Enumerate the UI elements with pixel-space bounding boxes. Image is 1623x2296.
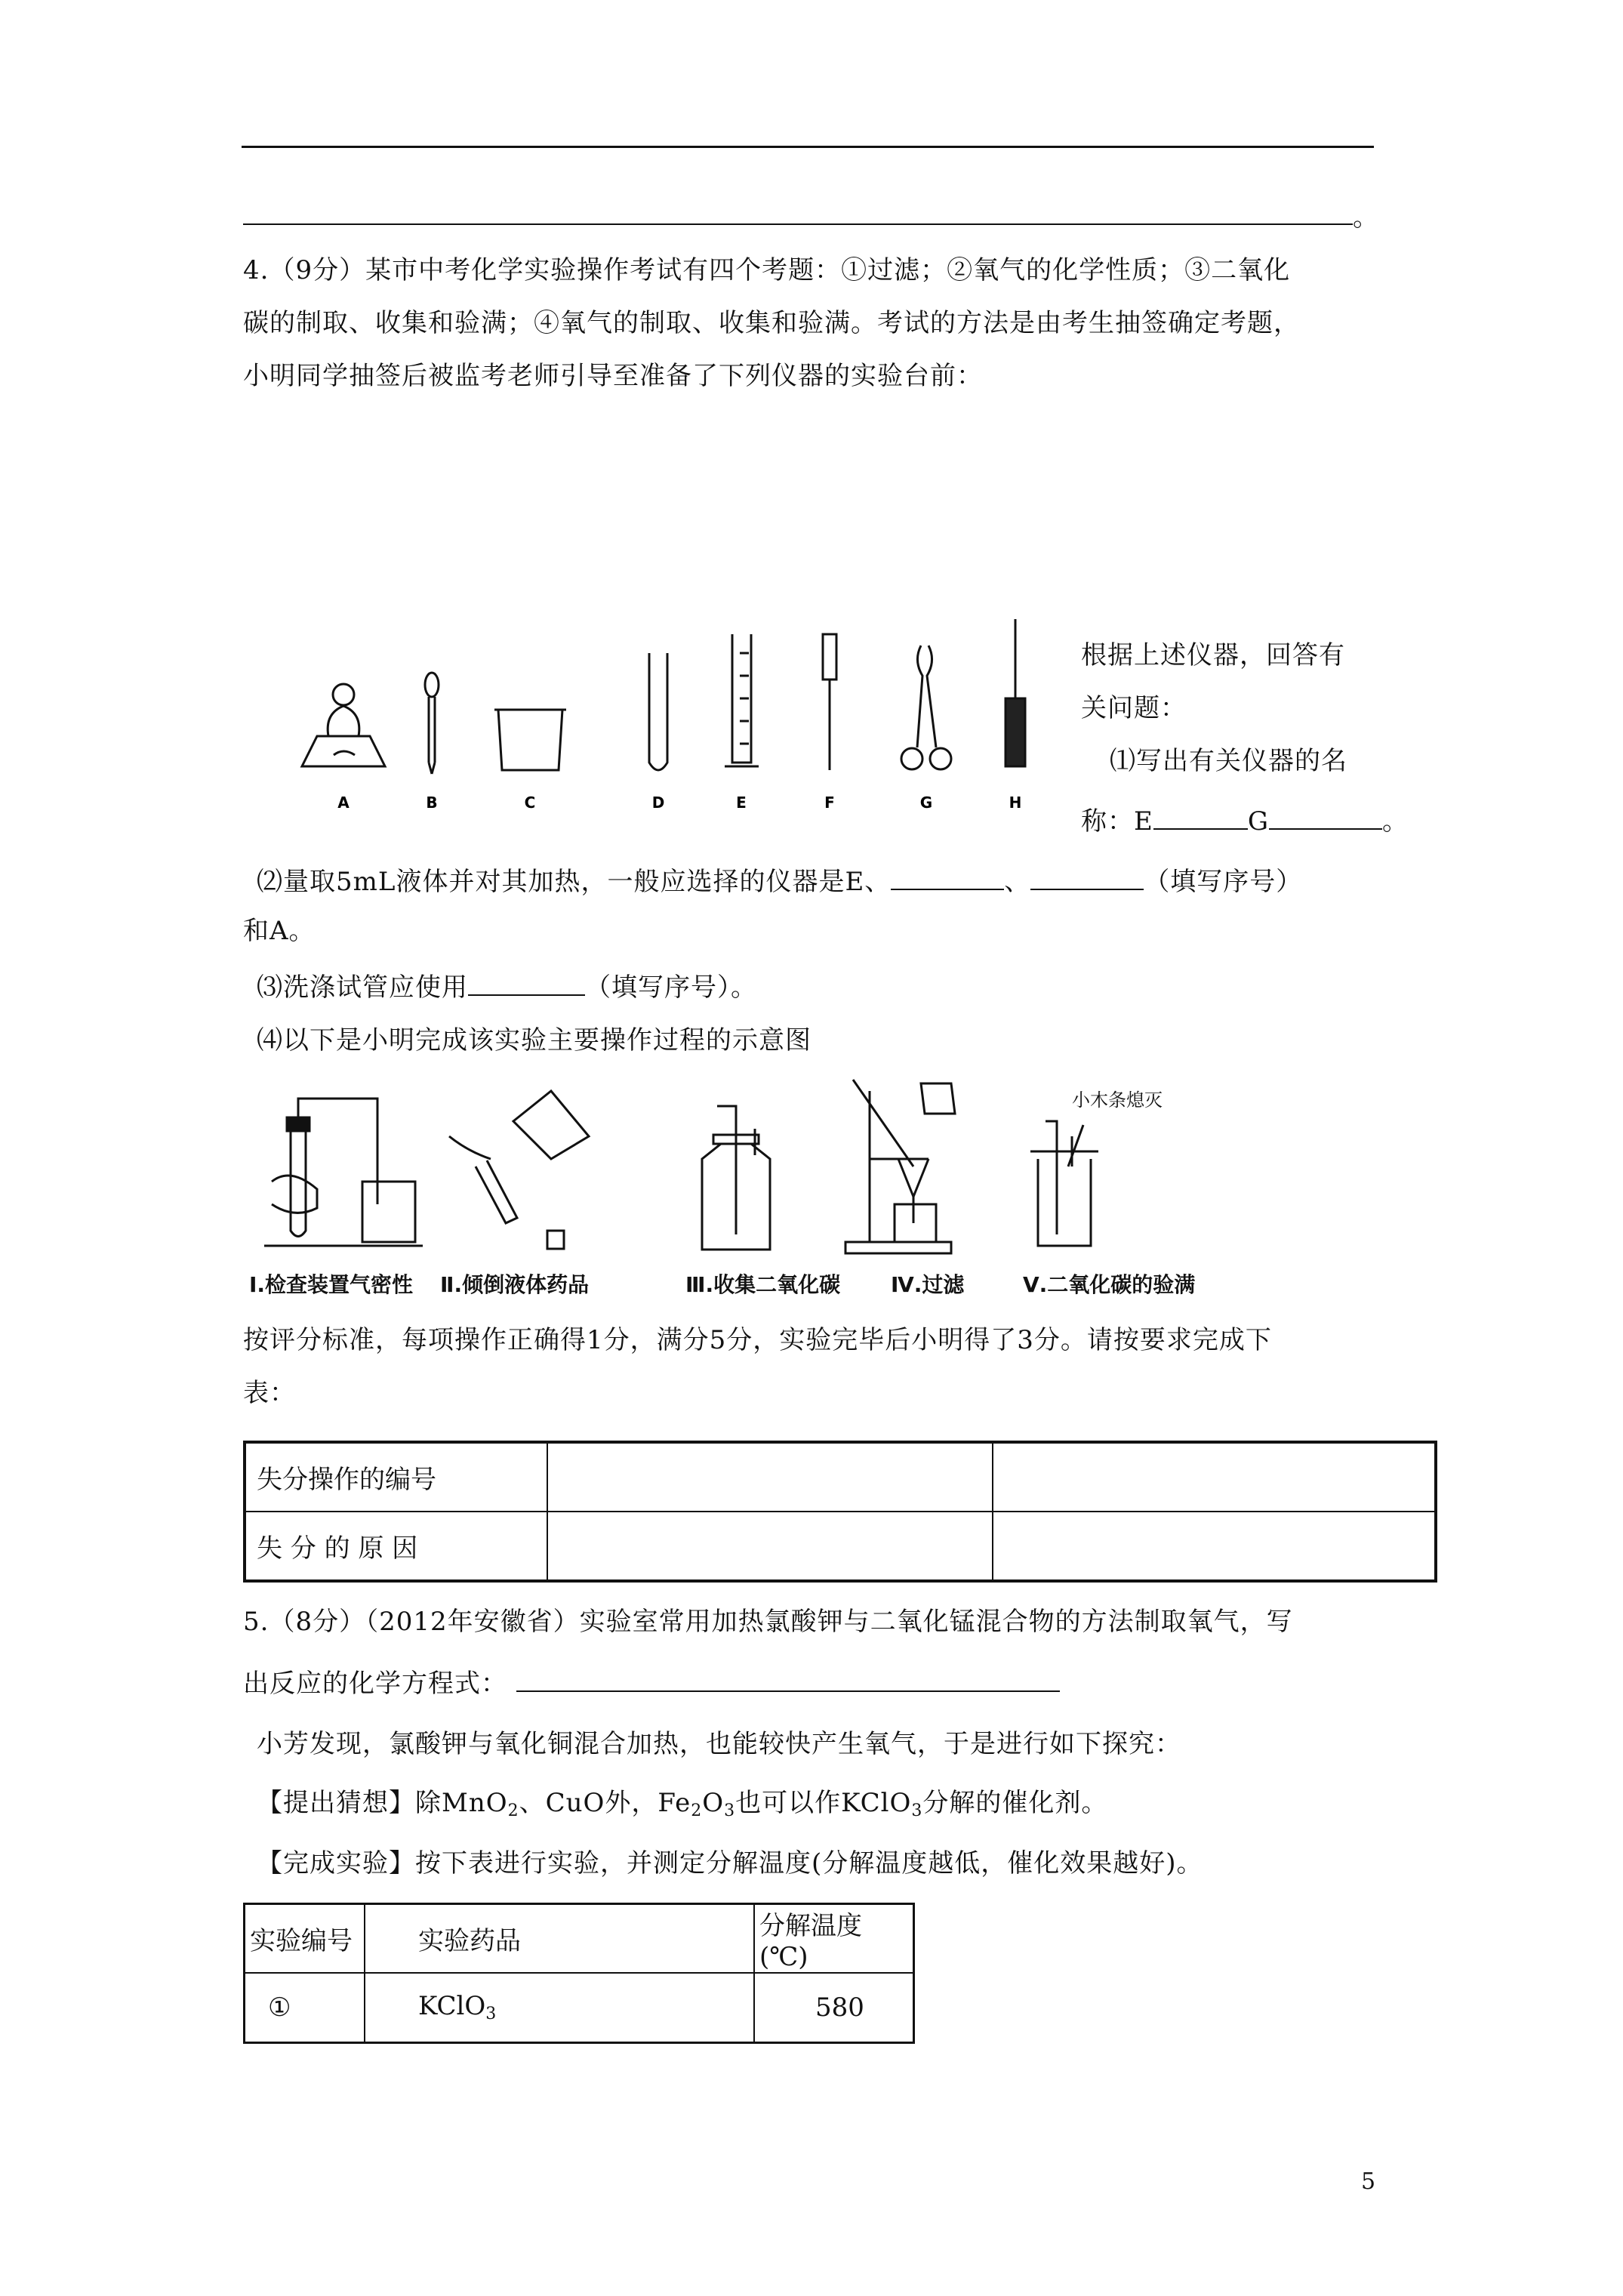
q4-part2 (257, 867, 1302, 897)
score-table-cell-1-2[interactable] (993, 1442, 1436, 1512)
q5-experiment (257, 1848, 1203, 1878)
q5-line3: 小芳发现，氯酸钾与氧化铜混合加热，也能较快产生氧气，于是进行如下探究： (257, 1729, 1181, 1759)
q5-line1: 5.（8分）（2012年安徽省）实验室常用加热氯酸钾与二氧化锰混合物的方法制取氧气，写 (243, 1607, 1293, 1637)
answer-blank-g[interactable] (1269, 828, 1382, 830)
q4-side4-b: G (1247, 806, 1269, 837)
exp-cell-temp: 580 (754, 1973, 914, 2042)
q4-part3 (257, 972, 757, 1003)
guess-text-e: 分解的催化剂。 (922, 1788, 1108, 1818)
answer-blank-2b[interactable] (1030, 889, 1144, 890)
airtightness-check-icon (264, 1099, 423, 1246)
answer-blank-2a[interactable] (891, 889, 1004, 890)
guess-text-b: 、CuO外，Fe (519, 1788, 691, 1818)
apparatus-label-f: F (824, 794, 835, 812)
experiment-text: 按下表进行实验，并测定分解温度(分解温度越低，催化效果越好)。 (415, 1848, 1203, 1878)
q4-line1: 4.（9分）某市中考化学实验操作考试有四个考题：①过滤；②氧气的化学性质；③二氧化 (243, 255, 1291, 285)
pouring-liquid-icon (449, 1091, 589, 1249)
q4-part3-a: ⑶洗涤试管应使用 (257, 972, 468, 1003)
apparatus-label-d: D (651, 794, 665, 812)
operations-figure (249, 1076, 1253, 1265)
score-line1: 按评分标准，每项操作正确得1分，满分5分，实验完毕后小明得了3分。请按要求完成下 (243, 1325, 1272, 1355)
sub-3: 3 (911, 1801, 923, 1820)
score-table-row1-label: 失分操作的编号 (245, 1442, 547, 1512)
op-caption-5: Ⅴ.二氧化碳的验满 (1023, 1272, 1196, 1297)
apparatus-label-a: A (337, 794, 350, 812)
apparatus-label-e: E (736, 794, 747, 812)
score-table-cell-2-2[interactable] (993, 1512, 1436, 1581)
guess-text-a: 除MnO (415, 1788, 508, 1818)
q4-side4 (1081, 806, 1409, 837)
q4-part2-a: ⑵量取5mL液体并对其加热，一般应选择的仪器是E、 (257, 867, 892, 897)
op-caption-4: Ⅳ.过滤 (891, 1272, 965, 1297)
q5-line2 (243, 1669, 1060, 1699)
sub-3: 3 (724, 1801, 736, 1820)
score-table-cell-2-1[interactable] (547, 1512, 993, 1581)
page-number: 5 (1361, 2168, 1377, 2195)
equation-blank[interactable] (516, 1690, 1060, 1692)
q4-part3-b: （填写序号）。 (585, 972, 757, 1003)
op-caption-1: Ⅰ.检查装置气密性 (249, 1272, 414, 1297)
header-rule (242, 146, 1374, 148)
answer-blank-3[interactable] (468, 994, 585, 996)
exp-cell-drug (365, 1973, 754, 2042)
apparatus-label-h: H (1009, 794, 1022, 812)
sub-3: 3 (485, 2005, 497, 2024)
score-table-cell-1-1[interactable] (547, 1442, 993, 1512)
q4-line2: 碳的制取、收集和验满；④氧气的制取、收集和验满。考试的方法是由考生抽签确定考题， (243, 308, 1300, 338)
guess-label: 【提出猜想】 (257, 1788, 415, 1818)
co2-test-icon (1030, 1121, 1098, 1246)
q3-tail: 。 (1353, 202, 1379, 233)
q4-part2-b: 、 (1004, 867, 1031, 897)
q4-side3: ⑴写出有关仪器的名 (1110, 746, 1347, 776)
q4-part2-line2: 和A。 (243, 916, 316, 946)
guess-text-c: O (702, 1788, 725, 1818)
answer-blank-e[interactable] (1153, 828, 1248, 830)
sub-2: 2 (691, 1801, 703, 1820)
q4-part4: ⑷以下是小明完成该实验主要操作过程的示意图 (257, 1025, 812, 1056)
experiment-label: 【完成实验】 (257, 1848, 415, 1878)
guess-text-d: 也可以作KClO (735, 1788, 912, 1818)
q5-guess (257, 1788, 1107, 1826)
q4-side2: 关问题： (1081, 693, 1187, 723)
score-table (243, 1441, 1437, 1583)
q4-part2-c: （填写序号） (1144, 867, 1303, 897)
burnt-out-stick-note: 小木条熄灭 (1072, 1089, 1163, 1111)
exp-header-temp: 分解温度(℃) (754, 1904, 914, 1974)
gas-collection-bottle-icon (702, 1106, 770, 1250)
apparatus-label-c: C (524, 794, 536, 812)
q4-side4-c: 。 (1382, 806, 1409, 837)
apparatus-label-g: G (919, 794, 933, 812)
score-line2: 表： (243, 1378, 296, 1408)
exp-header-id: 实验编号 (245, 1904, 365, 1974)
exp-cell-id: ① (245, 1973, 365, 2042)
exp-cell-drug-text: KClO (418, 1991, 486, 2022)
experiment-table (243, 1903, 915, 2044)
q4-side4-a: 称：E (1081, 806, 1153, 837)
op-caption-2: Ⅱ.倾倒液体药品 (440, 1272, 590, 1297)
q4-line3: 小明同学抽签后被监考老师引导至准备了下列仪器的实验台前： (243, 361, 983, 391)
q3-answer-blank (243, 223, 1353, 225)
apparatus-label-b: B (426, 794, 438, 812)
q5-line2-text: 出反应的化学方程式： (243, 1669, 507, 1699)
score-table-row2-label: 失 分 的 原 因 (245, 1512, 547, 1581)
q4-side1: 根据上述仪器，回答有 (1081, 640, 1345, 670)
op-caption-3: Ⅲ.收集二氧化碳 (685, 1272, 841, 1297)
exp-header-drug: 实验药品 (365, 1904, 754, 1974)
apparatus-figure (287, 615, 1057, 819)
sub-2: 2 (507, 1801, 519, 1820)
filtration-icon (845, 1080, 955, 1253)
